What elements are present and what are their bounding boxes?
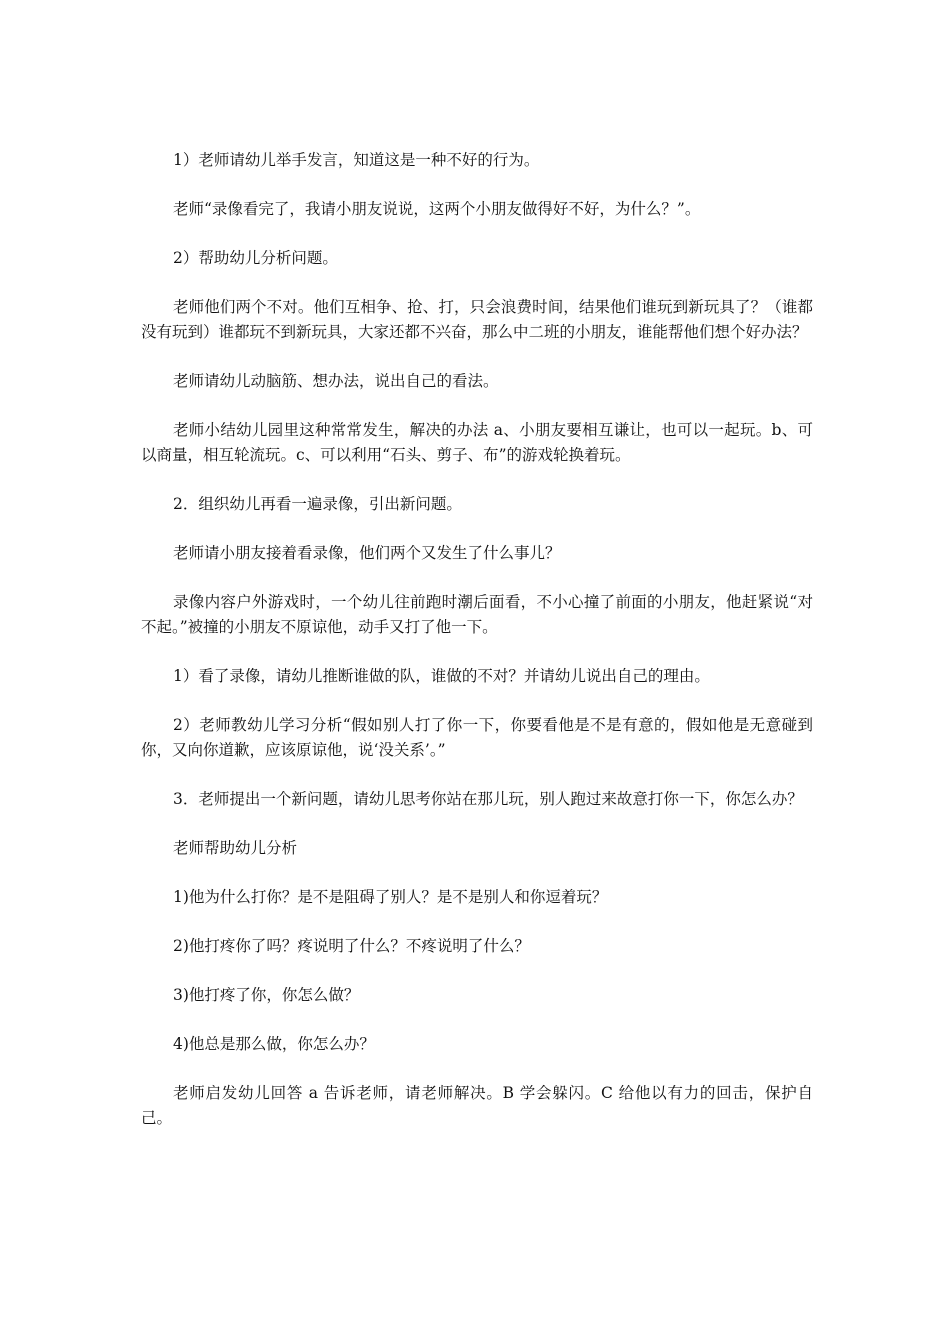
paragraph-8: 老师请小朋友接着看录像，他们两个又发生了什么事儿？ [173, 544, 561, 562]
paragraph-5: 老师请幼儿动脑筋、想办法，说出自己的看法。 [173, 372, 499, 390]
paragraph-13: 老师帮助幼儿分析 [173, 839, 298, 857]
paragraph-2: 老师“录像看完了，我请小朋友说说，这两个小朋友做得好不好，为什么？”。 [173, 200, 701, 218]
paragraph-3: 2）帮助幼儿分析问题。 [173, 249, 338, 267]
paragraph-7: 2．组织幼儿再看一遍录像，引出新问题。 [173, 495, 462, 513]
document-body [141, 148, 813, 1155]
paragraph-15: 2)他打疼你了吗？疼说明了什么？不疼说明了什么？ [173, 937, 530, 955]
paragraph-17: 4)他总是那么做，你怎么办？ [173, 1035, 375, 1053]
paragraph-18: 老师启发幼儿回答 a 告诉老师，请老师解决。B 学会躲闪。C 给他以有力的回击，保护自己。 [141, 1084, 813, 1127]
paragraph-6: 老师小结幼儿园里这种常常发生，解决的办法 a、小朋友要相互谦让，也可以一起玩。b、可以商量，相互轮流玩。c、可以利用“石头、剪子、布”的游戏轮换着玩。 [141, 421, 813, 464]
paragraph-16: 3)他打疼了你，你怎么做？ [173, 986, 360, 1004]
paragraph-14: 1)他为什么打你？是不是阻碍了别人？是不是别人和你逗着玩？ [173, 888, 608, 906]
paragraph-12: 3．老师提出一个新问题，请幼儿思考你站在那儿玩，别人跑过来故意打你一下，你怎么办？ [173, 790, 803, 808]
paragraph-1: 1）老师请幼儿举手发言，知道这是一种不好的行为。 [173, 151, 540, 169]
paragraph-4: 老师他们两个不对。他们互相争、抢、打，只会浪费时间，结果他们谁玩到新玩具了？（谁都没有玩到）谁都玩不到新玩具，大家还都不兴奋，那么中二班的小朋友，谁能帮他们想个好办法？ [141, 298, 813, 341]
paragraph-10: 1）看了录像，请幼儿推断谁做的队，谁做的不对？并请幼儿说出自己的理由。 [173, 667, 710, 685]
paragraph-11: 2）老师教幼儿学习分析“假如别人打了你一下，你要看他是不是有意的，假如他是无意碰到你，又向你道歉，应该原谅他，说‘没关系’。” [141, 716, 813, 759]
paragraph-9: 录像内容户外游戏时，一个幼儿往前跑时潮后面看，不小心撞了前面的小朋友，他赶紧说“对不起。”被撞的小朋友不原谅他，动手又打了他一下。 [141, 593, 813, 636]
